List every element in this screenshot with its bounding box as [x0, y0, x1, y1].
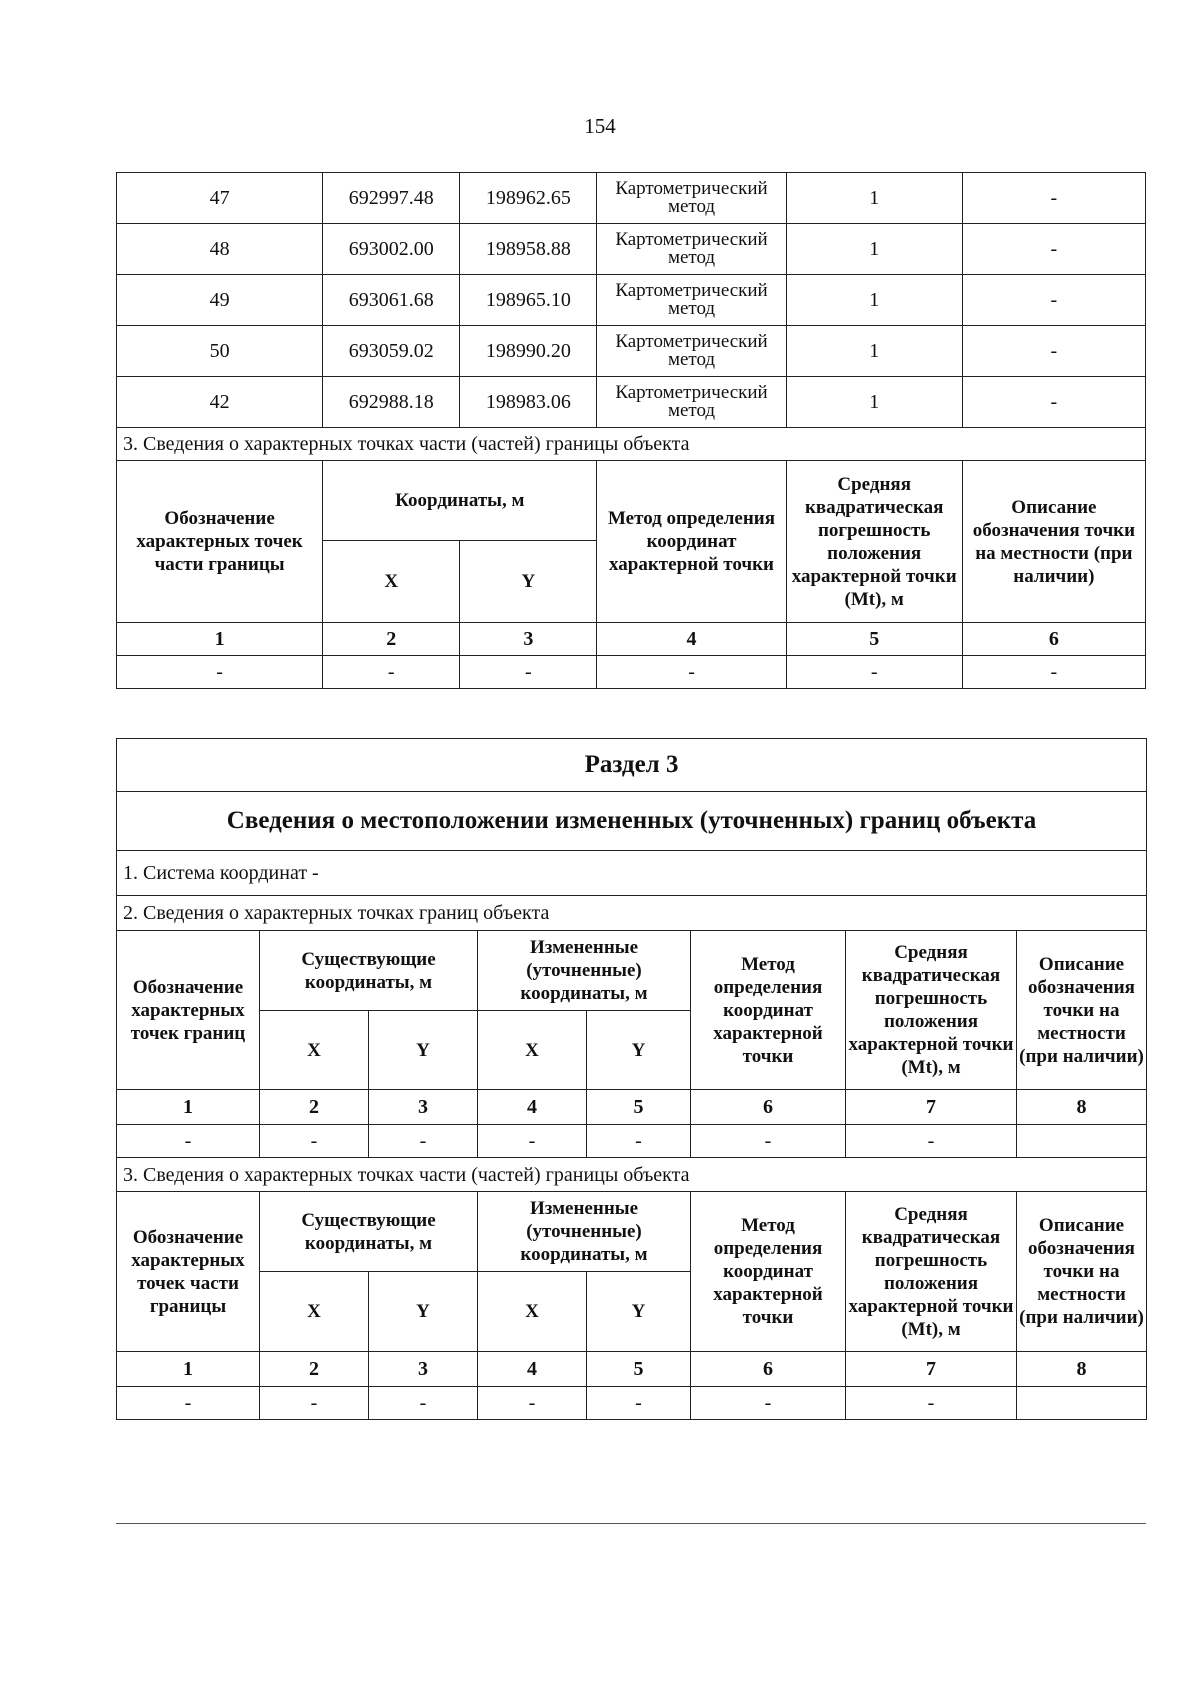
column-number: 6: [962, 623, 1145, 656]
table-row: [117, 1125, 1147, 1158]
existing-coords-header: Существующие координаты, м: [260, 1192, 478, 1272]
x-header: X: [478, 1272, 587, 1352]
column-number: 5: [587, 1352, 691, 1387]
column-number: 3: [369, 1090, 478, 1125]
method-header: Метод определения координат характерной точки: [597, 461, 786, 623]
y-header: Y: [587, 1272, 691, 1352]
desc-value: -: [962, 173, 1145, 224]
cell: -: [369, 1125, 478, 1158]
boundary-points-table-continued: [116, 172, 1146, 689]
cell: -: [478, 1125, 587, 1158]
x-header: X: [323, 541, 460, 623]
cell: -: [587, 1387, 691, 1420]
column-number: 6: [691, 1352, 846, 1387]
y-value: 198958.88: [460, 224, 597, 275]
method-value: Картометрический метод: [597, 377, 786, 428]
method-value: Картометрический метод: [597, 275, 786, 326]
column-number: 4: [597, 623, 786, 656]
desc-header: Описание обозначения точки на местности (при наличии): [1017, 1192, 1147, 1352]
designation-part-header: Обозначение характерных точек части границы: [117, 1192, 260, 1352]
column-number: 7: [846, 1090, 1017, 1125]
table-row: [117, 1387, 1147, 1420]
method-header: Метод определения координат характерной точки: [691, 931, 846, 1090]
column-number: 6: [691, 1090, 846, 1125]
method-value: Картометрический метод: [597, 224, 786, 275]
y-value: 198965.10: [460, 275, 597, 326]
table-row: [117, 275, 1146, 326]
mt-value: 1: [786, 224, 962, 275]
changed-coords-header: Измененные (уточненные) координаты, м: [478, 931, 691, 1011]
cell: -: [323, 656, 460, 689]
point-number: 50: [117, 326, 323, 377]
coords-header: Координаты, м: [323, 461, 597, 541]
desc-value: -: [962, 224, 1145, 275]
mt-header: Средняя квадратическая погрешность положения характерной точки (Mt), м: [846, 931, 1017, 1090]
table-row: [117, 326, 1146, 377]
table-row: [117, 224, 1146, 275]
mt-value: 1: [786, 326, 962, 377]
y-value: 198990.20: [460, 326, 597, 377]
column-number: 2: [260, 1352, 369, 1387]
coordinate-system: 1. Система координат -: [117, 851, 1147, 896]
changed-coords-header: Измененные (уточненные) координаты, м: [478, 1192, 691, 1272]
column-number: 5: [786, 623, 962, 656]
cell: -: [117, 656, 323, 689]
table-row: [117, 377, 1146, 428]
cell: -: [786, 656, 962, 689]
mt-value: 1: [786, 275, 962, 326]
column-numbers-row: [117, 623, 1146, 656]
y-value: 198983.06: [460, 377, 597, 428]
cell: -: [117, 1125, 260, 1158]
cell: [1017, 1387, 1147, 1420]
column-number: 8: [1017, 1090, 1147, 1125]
column-number: 3: [369, 1352, 478, 1387]
part-points-heading: 3. Сведения о характерных точках части (частей) границы объекта: [117, 1158, 1147, 1192]
section-title: Раздел 3: [117, 739, 1147, 792]
boundary-points-heading: 2. Сведения о характерных точках границ объекта: [117, 896, 1147, 931]
table-row: [117, 173, 1146, 224]
cell: -: [962, 656, 1145, 689]
cell: -: [117, 1387, 260, 1420]
section-3-table: [116, 738, 1147, 1420]
y-header: Y: [369, 1011, 478, 1090]
x-header: X: [478, 1011, 587, 1090]
cell: -: [597, 656, 786, 689]
column-number: 5: [587, 1090, 691, 1125]
desc-value: -: [962, 326, 1145, 377]
column-number: 4: [478, 1352, 587, 1387]
desc-header: Описание обозначения точки на местности (при наличии): [962, 461, 1145, 623]
column-number: 1: [117, 1352, 260, 1387]
point-number: 49: [117, 275, 323, 326]
page-number: 154: [584, 114, 616, 138]
desc-value: -: [962, 275, 1145, 326]
column-numbers-row: [117, 1352, 1147, 1387]
x-value: 693002.00: [323, 224, 460, 275]
column-number: 3: [460, 623, 597, 656]
column-numbers-row: [117, 1090, 1147, 1125]
footer-divider: [116, 1523, 1146, 1524]
mt-header: Средняя квадратическая погрешность положения характерной точки (Mt), м: [786, 461, 962, 623]
point-number: 47: [117, 173, 323, 224]
x-header: X: [260, 1011, 369, 1090]
column-number: 4: [478, 1090, 587, 1125]
x-value: 692988.18: [323, 377, 460, 428]
cell: -: [587, 1125, 691, 1158]
x-header: X: [260, 1272, 369, 1352]
cell: -: [478, 1387, 587, 1420]
point-number: 48: [117, 224, 323, 275]
method-value: Картометрический метод: [597, 173, 786, 224]
column-number: 7: [846, 1352, 1017, 1387]
method-header: Метод определения координат характерной точки: [691, 1192, 846, 1352]
mt-value: 1: [786, 377, 962, 428]
cell: [1017, 1125, 1147, 1158]
cell: -: [691, 1387, 846, 1420]
column-number: 2: [323, 623, 460, 656]
cell: -: [260, 1125, 369, 1158]
designation-header: Обозначение характерных точек части границы: [117, 461, 323, 623]
x-value: 693059.02: [323, 326, 460, 377]
point-number: 42: [117, 377, 323, 428]
cell: -: [846, 1125, 1017, 1158]
y-header: Y: [460, 541, 597, 623]
cell: -: [846, 1387, 1017, 1420]
column-number: 1: [117, 1090, 260, 1125]
designation-header: Обозначение характерных точек границ: [117, 931, 260, 1090]
part-points-heading: 3. Сведения о характерных точках части (частей) границы объекта: [117, 428, 1146, 461]
y-header: Y: [369, 1272, 478, 1352]
desc-value: -: [962, 377, 1145, 428]
method-value: Картометрический метод: [597, 326, 786, 377]
cell: -: [691, 1125, 846, 1158]
mt-header: Средняя квадратическая погрешность положения характерной точки (Mt), м: [846, 1192, 1017, 1352]
cell: -: [369, 1387, 478, 1420]
y-header: Y: [587, 1011, 691, 1090]
desc-header: Описание обозначения точки на местности (при наличии): [1017, 931, 1147, 1090]
existing-coords-header: Существующие координаты, м: [260, 931, 478, 1011]
cell: -: [260, 1387, 369, 1420]
column-number: 2: [260, 1090, 369, 1125]
column-number: 8: [1017, 1352, 1147, 1387]
x-value: 692997.48: [323, 173, 460, 224]
section-subtitle: Сведения о местоположении измененных (уточненных) границ объекта: [117, 792, 1147, 851]
table-row: [117, 656, 1146, 689]
y-value: 198962.65: [460, 173, 597, 224]
x-value: 693061.68: [323, 275, 460, 326]
mt-value: 1: [786, 173, 962, 224]
cell: -: [460, 656, 597, 689]
column-number: 1: [117, 623, 323, 656]
